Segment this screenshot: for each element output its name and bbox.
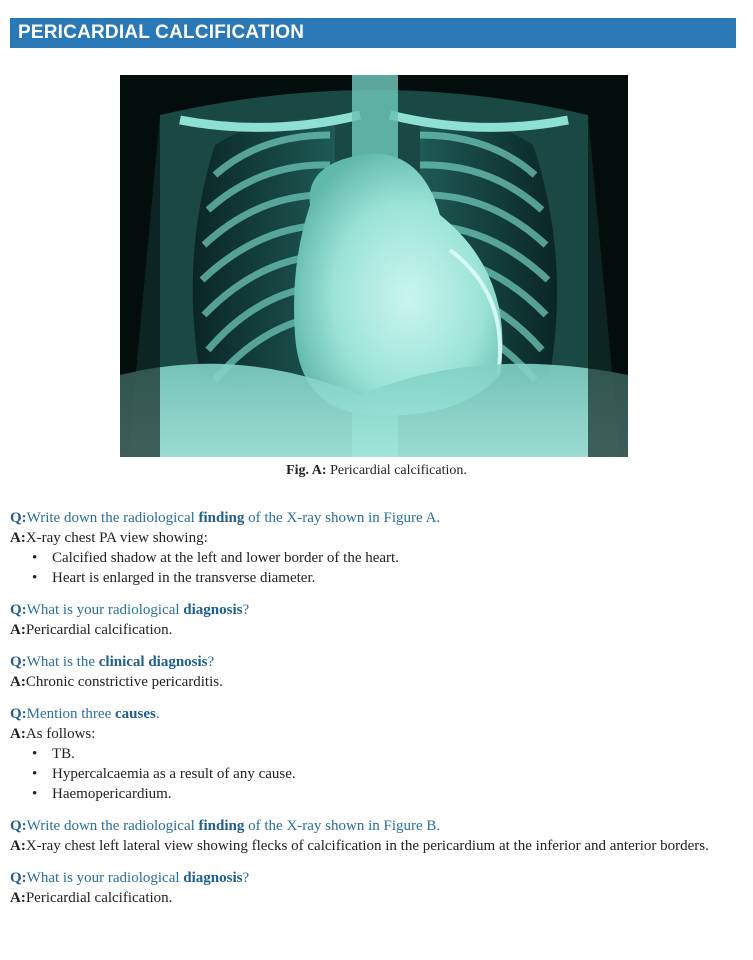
qa-section [10,508,738,920]
question-4: Q:Mention three causes. [10,706,160,722]
caption-label: Fig. A: [286,463,327,478]
question-3: Q:What is the clinical diagnosis? [10,654,215,670]
answer-1-bullets [10,548,738,588]
chest-xray-image [120,75,628,457]
list-item: • Calcified shadow at the left and lower border of the heart. [10,548,738,568]
qa-block-2 [10,600,738,640]
page-title: PERICARDIAL CALCIFICATION [10,18,736,48]
answer-4-bullets [10,744,738,804]
question-2: Q:What is your radiological diagnosis? [10,602,250,618]
figure-caption [0,463,753,479]
qa-block-1 [10,508,738,588]
list-item: • Hypercalcaemia as a result of any cause. [10,764,738,784]
caption-text: Pericardial calcification. [330,463,467,478]
list-item: • Heart is enlarged in the transverse diameter. [10,568,738,588]
qa-block-5 [10,816,738,856]
question-1: Q:Write down the radiological finding of the X-ray shown in Figure A. [10,510,441,526]
answer-4: A:As follows: [10,726,96,742]
answer-2: A:Pericardial calcification. [10,622,173,638]
answer-3: A:Chronic constrictive pericarditis. [10,674,223,690]
qa-block-6 [10,868,738,908]
question-6: Q:What is your radiological diagnosis? [10,870,250,886]
answer-1: A:X-ray chest PA view showing: [10,530,208,546]
qa-block-3 [10,652,738,692]
list-item: • TB. [10,744,738,764]
qa-block-4 [10,704,738,804]
list-item: • Haemopericardium. [10,784,738,804]
answer-6: A:Pericardial calcification. [10,890,173,906]
question-5: Q:Write down the radiological finding of the X-ray shown in Figure B. [10,818,441,834]
answer-5: A:X-ray chest left lateral view showing flecks of calcification in the pericardium at the inferior and anterior borders. [10,838,709,854]
